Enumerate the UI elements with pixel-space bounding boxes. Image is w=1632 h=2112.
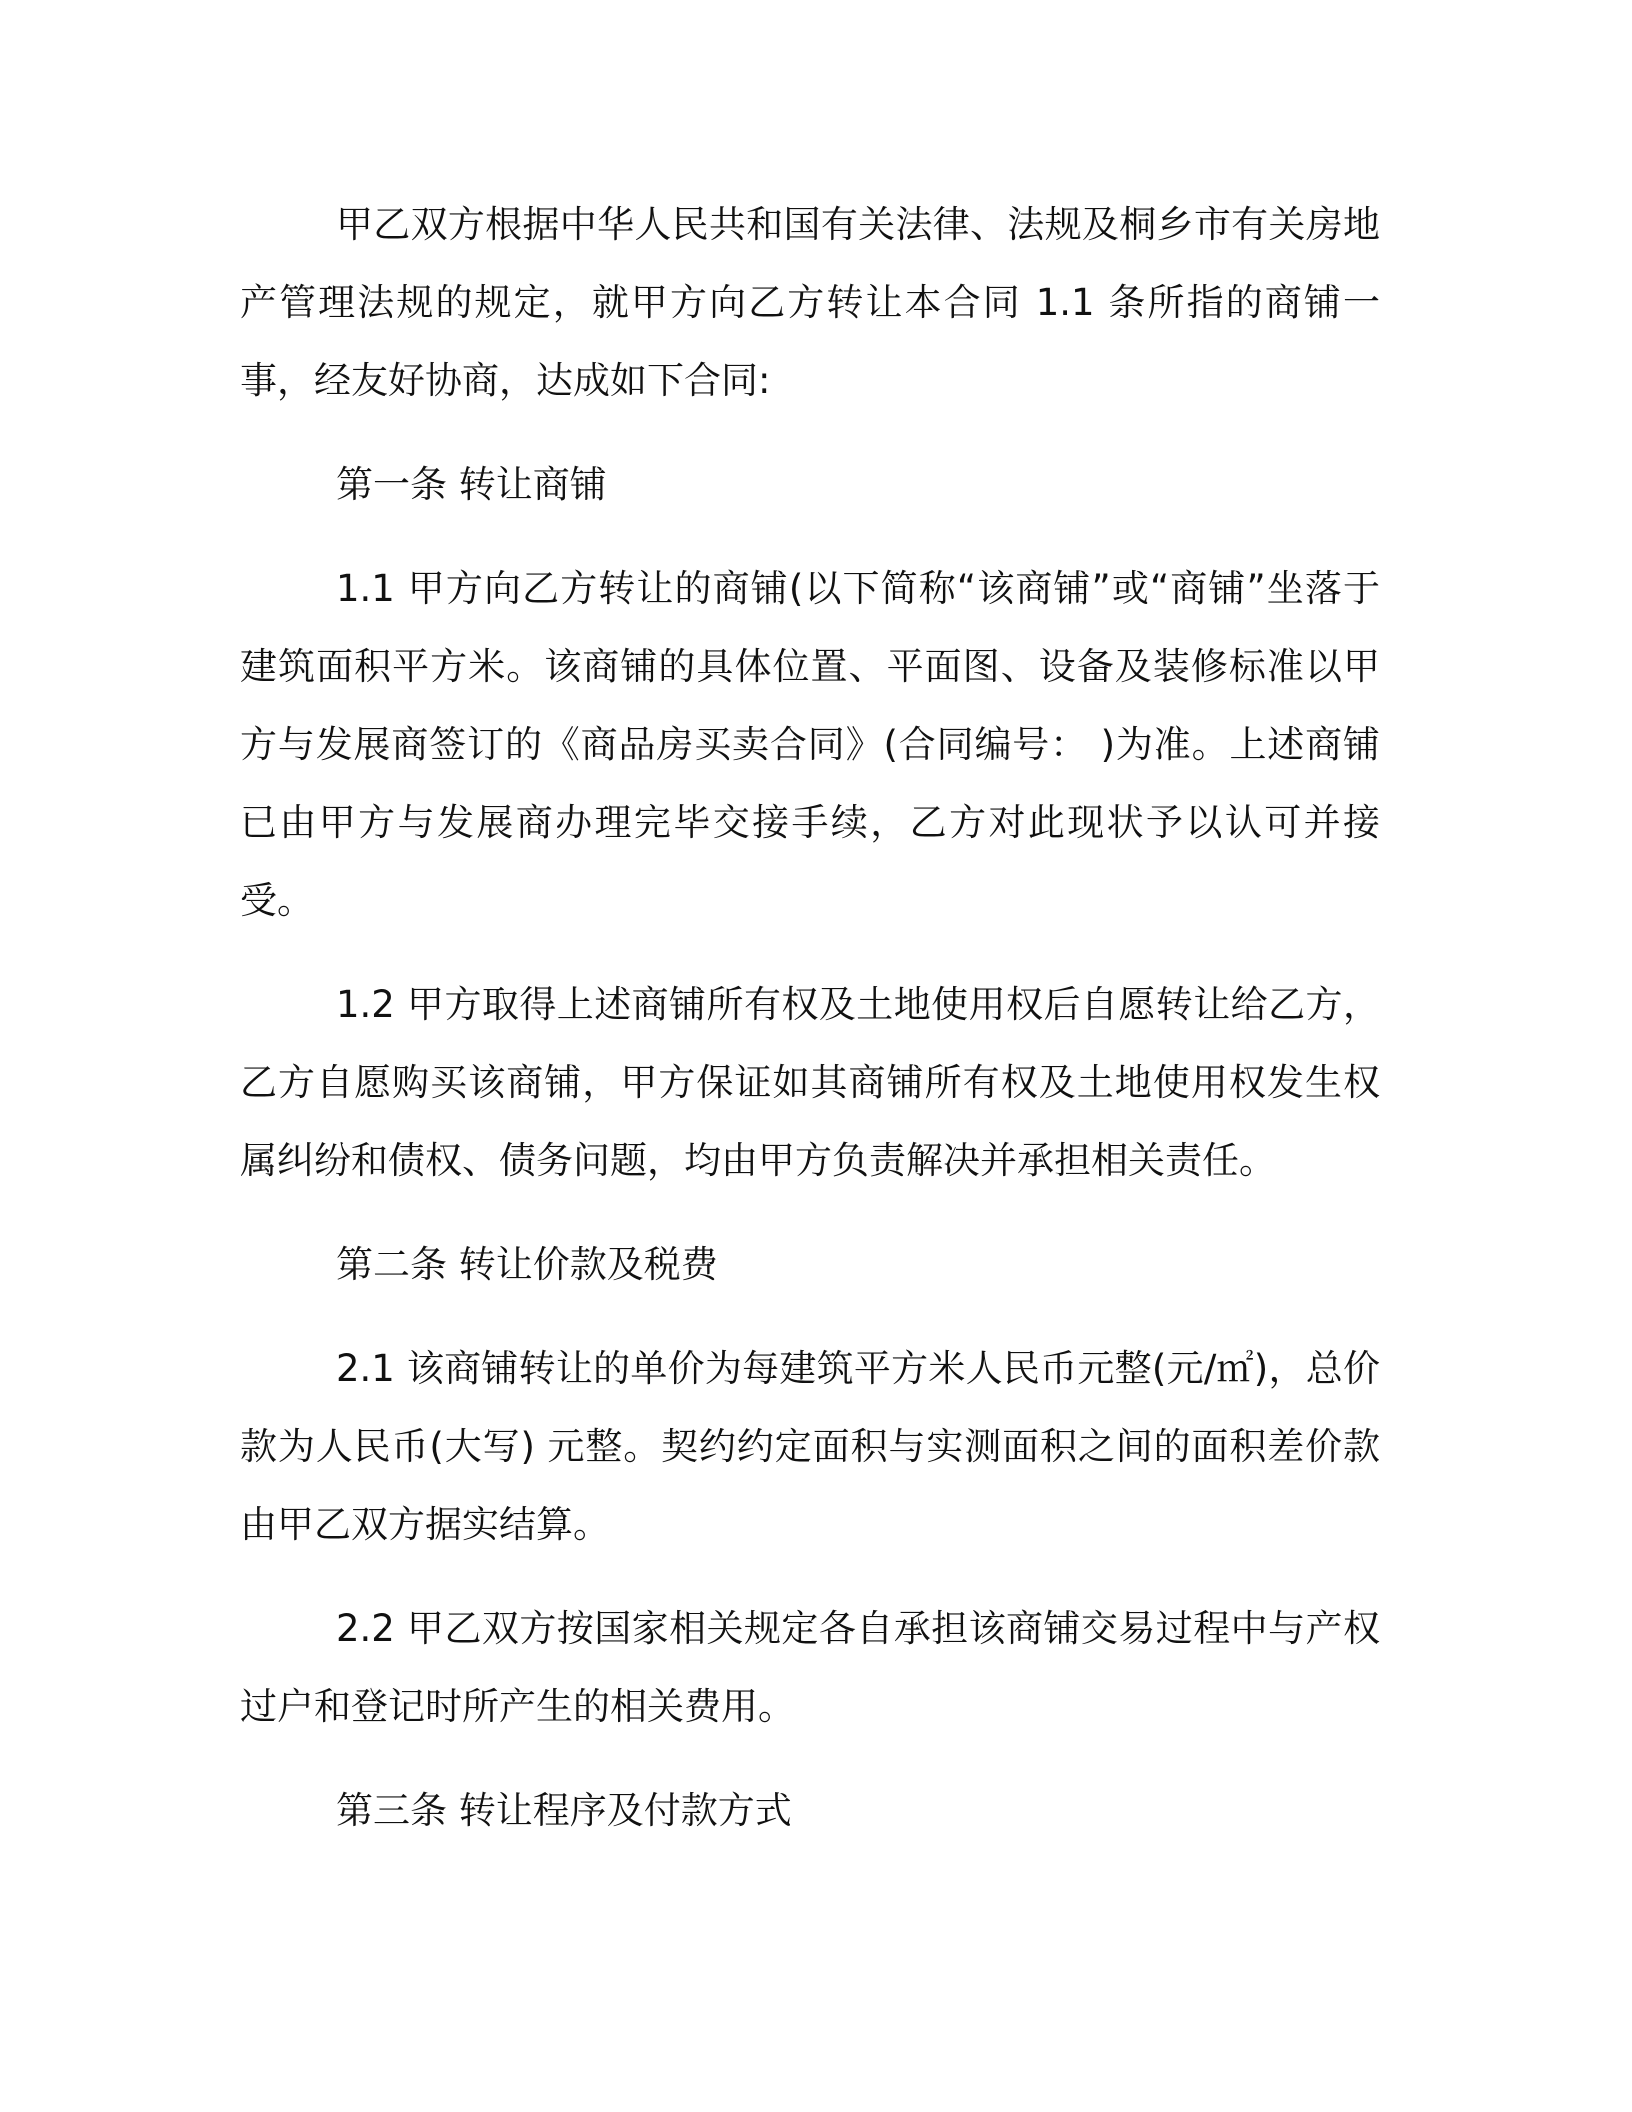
intro-paragraph: 甲乙双方根据中华人民共和国有关法律、法规及桐乡市有关房地产管理法规的规定，就甲方向乙方转让本合同 1.1 条所指的商铺一事，经友好协商，达成如下合同: (240, 203, 1380, 402)
clause-1-1-paragraph: 1.1 甲方向乙方转让的商铺(以下简称“该商铺”或“商铺”坐落于建筑面积平方米。该商铺的具体位置、平面图、设备及装修标准以甲方与发展商签订的《商品房买卖合同》(合同编号： )为准。上述商铺已由甲方与发展商办理完毕交接手续，乙方对此现状予以认可并接受。 (240, 567, 1380, 922)
clause-2-2-paragraph: 2.2 甲乙双方按国家相关规定各自承担该商铺交易过程中与产权过户和登记时所产生的相关费用。 (240, 1607, 1380, 1728)
document-body (240, 186, 1380, 1876)
article-1-heading: 第一条 转让商铺 (336, 463, 607, 506)
article-2-heading: 第二条 转让价款及税费 (336, 1243, 718, 1286)
clause-1-2-paragraph: 1.2 甲方取得上述商铺所有权及土地使用权后自愿转让给乙方，乙方自愿购买该商铺，甲方保证如其商铺所有权及土地使用权发生权属纠纷和债权、债务问题，均由甲方负责解决并承担相关责任。 (240, 983, 1380, 1182)
article-3-heading: 第三条 转让程序及付款方式 (336, 1789, 792, 1832)
clause-2-1-paragraph: 2.1 该商铺转让的单价为每建筑平方米人民币元整(元/㎡)，总价款为人民币(大写) 元整。契约约定面积与实测面积之间的面积差价款由甲乙双方据实结算。 (240, 1347, 1380, 1546)
